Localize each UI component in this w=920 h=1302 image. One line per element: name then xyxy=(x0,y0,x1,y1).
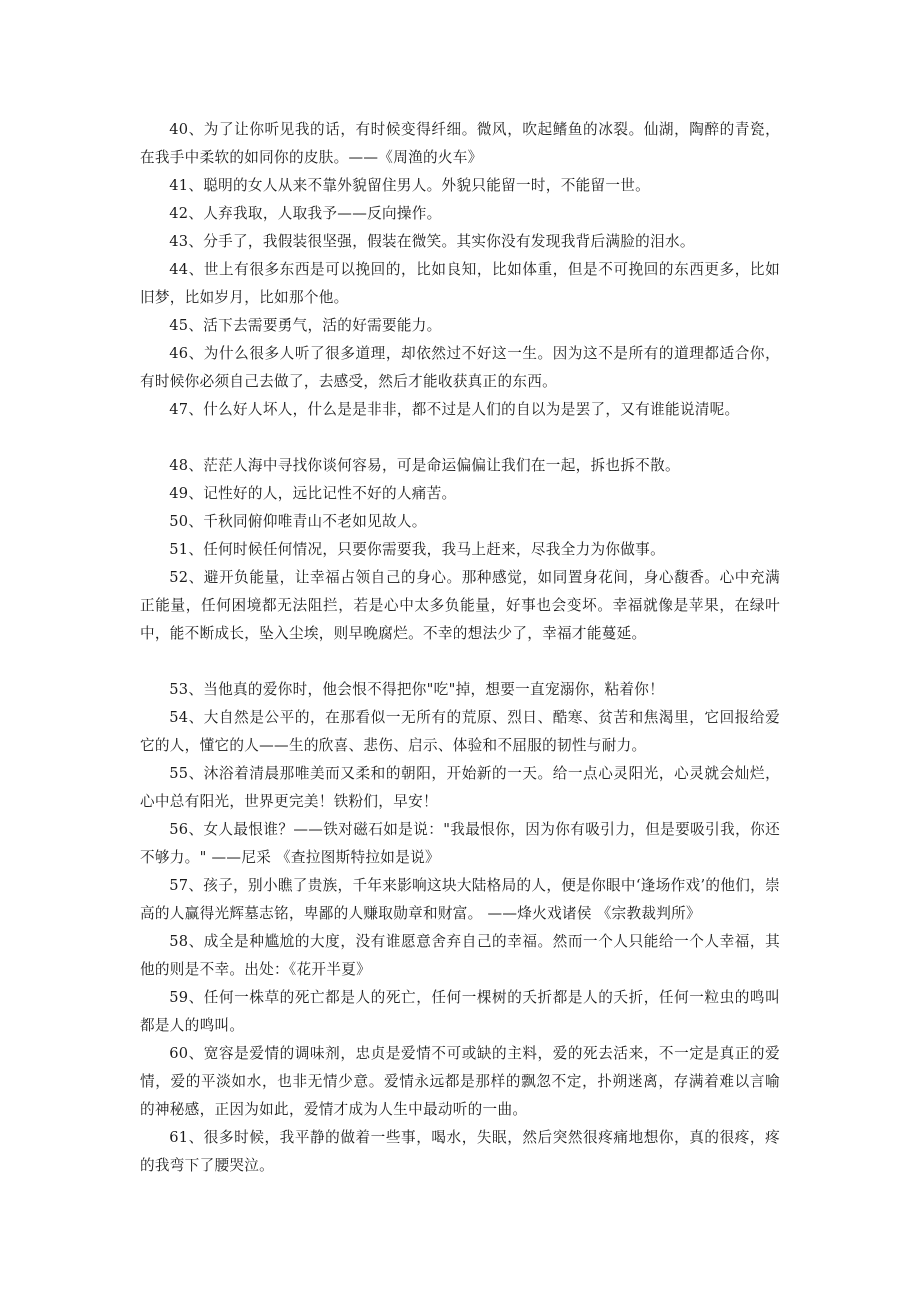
paragraph-49: 49、记性好的人，远比记性不好的人痛苦。 xyxy=(169,485,457,502)
paragraph-40: 40、为了让你听见我的话，有时候变得纤细。微风，吹起鳍鱼的冰裂。仙湖，陶醉的青瓷，在我手中柔软的如同你的皮肤。——《周渔的火车》 xyxy=(140,121,780,166)
document-page xyxy=(140,116,780,1180)
paragraph-50: 50、千秋同俯仰唯青山不老如见故人。 xyxy=(169,513,427,530)
paragraph-56: 56、女人最恨谁？——铁对磁石如是说："我最恨你，因为你有吸引力，但是要吸引我，你还不够力。" ——尼采 《查拉图斯特拉如是说》 xyxy=(140,821,780,866)
paragraph-51: 51、任何时候任何情况，只要你需要我，我马上赶来，尽我全力为你做事。 xyxy=(169,541,665,558)
paragraph-42: 42、人弃我取，人取我予——反向操作。 xyxy=(169,205,442,222)
paragraph-57: 57、孩子，别小瞧了贵族，千年来影响这块大陆格局的人，便是你眼中‘逢场作戏’的他们，崇高的人赢得光辉墓志铭，卑鄙的人赚取勋章和财富。 ——烽火戏诸侯 《宗教裁判所》 xyxy=(140,877,780,922)
paragraph-60: 60、宽容是爱情的调味剂，忠贞是爱情不可或缺的主料，爱的死去活来，不一定是真正的爱情，爱的平淡如水，也非无情少意。爱情永远都是那样的飘忽不定，扑朔迷离，存满着难以言喻的神秘感，正因为如此，爱情才成为人生中最动听的一曲。 xyxy=(140,1045,780,1118)
paragraph-46: 46、为什么很多人听了很多道理，却依然过不好这一生。因为这不是所有的道理都适合你，有时候你必须自己去做了，去感受，然后才能收获真正的东西。 xyxy=(140,345,780,390)
paragraph-43: 43、分手了，我假装很坚强，假装在微笑。其实你没有发现我背后满脸的泪水。 xyxy=(169,233,695,250)
paragraph-59: 59、任何一株草的死亡都是人的死亡，任何一棵树的夭折都是人的夭折，任何一粒虫的鸣叫都是人的鸣叫。 xyxy=(140,989,780,1034)
paragraph-44: 44、世上有很多东西是可以挽回的，比如良知，比如体重，但是不可挽回的东西更多，比如旧梦，比如岁月，比如那个他。 xyxy=(140,261,780,306)
paragraph-58: 58、成全是种尴尬的大度，没有谁愿意舍弃自己的幸福。然而一个人只能给一个人幸福，其他的则是不幸。出处：《花开半夏》 xyxy=(140,933,780,978)
blank-line xyxy=(140,648,780,676)
paragraph-52: 52、避开负能量，让幸福占领自己的身心。那种感觉，如同置身花间，身心馥香。心中充满正能量，任何困境都无法阻拦，若是心中太多负能量，好事也会变坏。幸福就像是苹果，在绿叶中，能不断成长，坠入尘埃，则早晚腐烂。不幸的想法少了，幸福才能蔓延。 xyxy=(140,569,780,642)
paragraph-41: 41、聪明的女人从来不靠外貌留住男人。外貌只能留一时，不能留一世。 xyxy=(169,177,651,194)
paragraph-61: 61、很多时候，我平静的做着一些事，喝水，失眠，然后突然很疼痛地想你，真的很疼，疼的我弯下了腰哭泣。 xyxy=(140,1129,780,1174)
paragraph-53: 53、当他真的爱你时，他会恨不得把你"吃"掉，想要一直宠溺你，粘着你！ xyxy=(169,681,665,698)
paragraph-55: 55、沐浴着清晨那唯美而又柔和的朝阳，开始新的一天。给一点心灵阳光，心灵就会灿烂，心中总有阳光，世界更完美！铁粉们，早安！ xyxy=(140,765,780,810)
paragraph-54: 54、大自然是公平的，在那看似一无所有的荒原、烈日、酷寒、贫苦和焦渴里，它回报给爱它的人，懂它的人——生的欣喜、悲伤、启示、体验和不屈服的韧性与耐力。 xyxy=(140,709,780,754)
paragraph-47: 47、什么好人坏人，什么是是非非，都不过是人们的自以为是罢了，又有谁能说清呢。 xyxy=(169,401,740,418)
blank-line xyxy=(140,424,780,452)
paragraph-48: 48、茫茫人海中寻找你谈何容易，可是命运偏偏让我们在一起，拆也拆不散。 xyxy=(169,457,680,474)
paragraph-45: 45、活下去需要勇气，活的好需要能力。 xyxy=(169,317,442,334)
